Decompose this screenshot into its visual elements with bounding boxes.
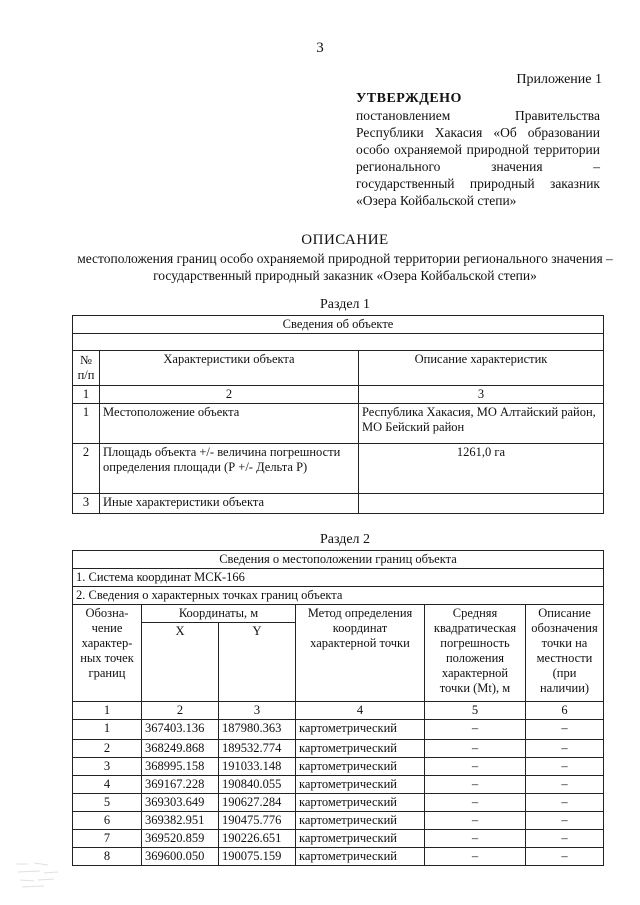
table-row [73,494,604,514]
row-characteristic: Местоположение объекта [100,404,359,444]
point-id: 8 [73,848,142,866]
point-x: 369382.951 [142,812,219,830]
point-error: – [425,720,526,740]
point-method: картометрический [296,848,425,866]
point-description: – [526,720,604,740]
point-error: – [425,740,526,758]
point-x: 369600.050 [142,848,219,866]
point-description: – [526,740,604,758]
index-cell: 1 [73,702,142,720]
col-description-header: Описание обозначения точки на местности (при наличии) [526,605,604,702]
table-row [73,720,604,740]
point-id: 1 [73,720,142,740]
row-characteristic: Иные характеристики объекта [100,494,359,514]
point-error: – [425,830,526,848]
point-error: – [425,758,526,776]
table-row [73,848,604,866]
col-method-header: Метод определения координат характерной точки [296,605,425,702]
point-method: картометрический [296,720,425,740]
point-y: 190226.651 [219,830,296,848]
point-y: 190627.284 [219,794,296,812]
point-y: 191033.148 [219,758,296,776]
section2-label: Раздел 2 [319,532,371,547]
point-method: картометрический [296,758,425,776]
index-cell: 1 [73,386,100,404]
row-description [359,494,604,514]
row-num: 1 [73,404,100,444]
boundary-points-table [72,550,604,866]
appendix-label: Приложение 1 [516,72,602,87]
col-point-header: Обозна-чение характер-ных точек границ [73,605,142,702]
row-description: Республика Хакасия, МО Алтайский район, МО Бейский район [359,404,604,444]
table-row [73,758,604,776]
point-x: 368995.158 [142,758,219,776]
point-description: – [526,776,604,794]
point-x: 367403.136 [142,720,219,740]
col-coords-header: Координаты, м [142,605,296,623]
table-row [73,740,604,758]
section2-header: Сведения о местоположении границ объекта [73,551,604,569]
col-characteristics-header: Характеристики объекта [100,351,359,386]
col-y-header: Y [219,623,296,702]
point-method: картометрический [296,740,425,758]
document-subtitle: местоположения границ особо охраняемой природной территории регионального значения – государственный природный заказник «Озера Койбальской степи» [77,251,613,283]
points-header: 2. Сведения о характерных точках границ объекта [73,587,604,605]
table-row [73,776,604,794]
point-method: картометрический [296,812,425,830]
approved-heading: УТВЕРЖДЕНО [356,91,462,106]
point-x: 369167.228 [142,776,219,794]
index-cell: 3 [219,702,296,720]
col-x-header: X [142,623,219,702]
section1-label: Раздел 1 [319,297,371,312]
point-y: 190840.055 [219,776,296,794]
row-description: 1261,0 га [359,444,604,494]
point-id: 5 [73,794,142,812]
index-cell: 3 [359,386,604,404]
section1-header: Сведения об объекте [73,316,604,334]
point-description: – [526,830,604,848]
document-title: ОПИСАНИЕ [301,232,389,248]
index-cell: 2 [142,702,219,720]
point-id: 4 [73,776,142,794]
point-error: – [425,812,526,830]
page-number: 3 [316,40,324,56]
col-error-header: Средняя квадратическая погрешность положения характерной точки (Mt), м [425,605,526,702]
point-id: 3 [73,758,142,776]
point-id: 7 [73,830,142,848]
col-description-header: Описание характеристик [359,351,604,386]
index-cell: 4 [296,702,425,720]
table-row [73,830,604,848]
point-y: 190475.776 [219,812,296,830]
table-row [73,404,604,444]
point-y: 190075.159 [219,848,296,866]
approval-text: постановлением Правительства Республики Хакасия «Об образовании особо охраняемой природной территории регионального значения – государственный природный заказник «Озера Койбальской степи» [356,108,600,208]
point-id: 2 [73,740,142,758]
point-error: – [425,794,526,812]
point-description: – [526,848,604,866]
point-description: – [526,794,604,812]
index-cell: 2 [100,386,359,404]
point-method: картометрический [296,794,425,812]
point-x: 368249.868 [142,740,219,758]
point-error: – [425,848,526,866]
table-row [73,444,604,494]
index-cell: 6 [526,702,604,720]
point-x: 369303.649 [142,794,219,812]
point-method: картометрический [296,776,425,794]
point-y: 189532.774 [219,740,296,758]
coordinate-system: 1. Система координат МСК-166 [73,569,604,587]
row-num: 2 [73,444,100,494]
row-num: 3 [73,494,100,514]
point-method: картометрический [296,830,425,848]
point-x: 369520.859 [142,830,219,848]
point-error: – [425,776,526,794]
point-description: – [526,758,604,776]
point-id: 6 [73,812,142,830]
point-description: – [526,812,604,830]
table-row [73,812,604,830]
col-num-header: № п/п [73,351,100,386]
row-characteristic: Площадь объекта +/- величина погрешности определения площади (Р +/- Дельта Р) [100,444,359,494]
index-cell: 5 [425,702,526,720]
object-info-table [72,315,604,514]
point-y: 187980.363 [219,720,296,740]
faint-scan-marks [14,858,84,890]
table-row [73,794,604,812]
table-spacer [73,334,604,351]
